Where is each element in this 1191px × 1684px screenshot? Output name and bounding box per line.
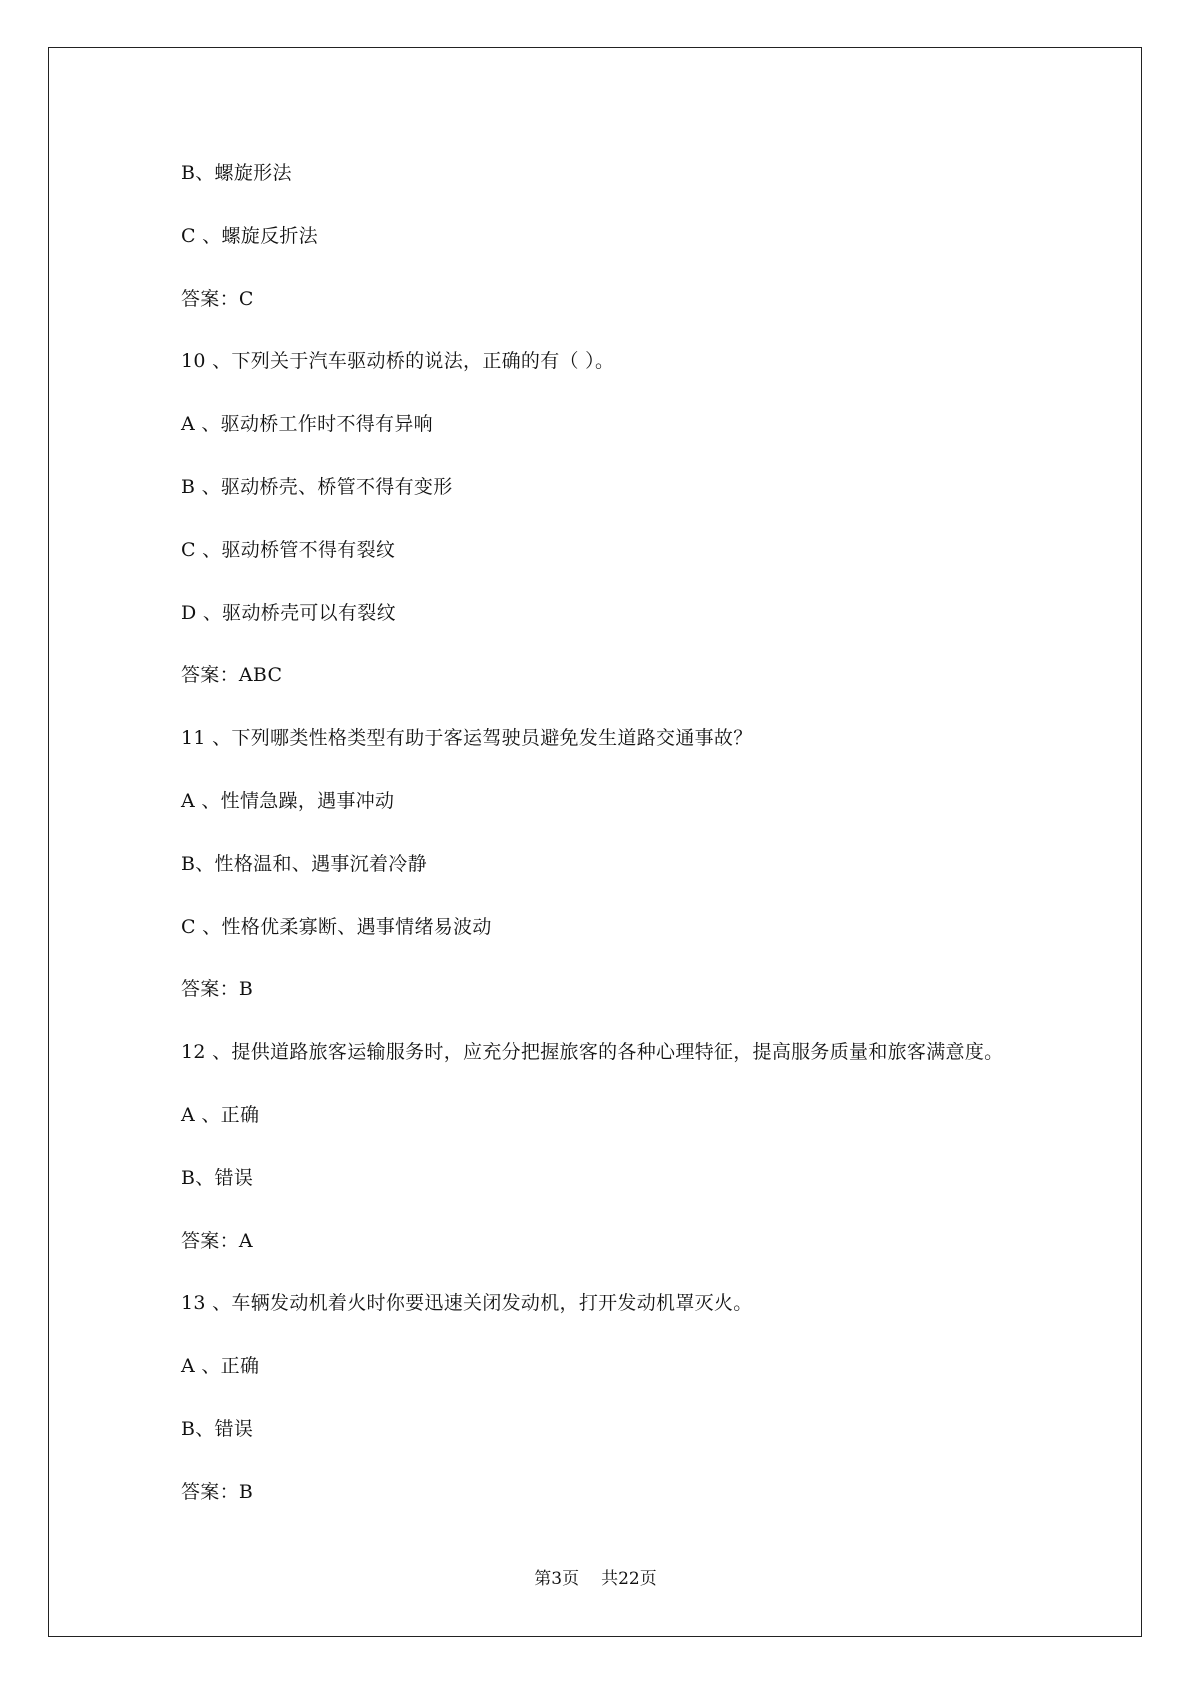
document-body [181,158,1081,1540]
answer-11: 答案：B [181,978,254,1001]
answer-10: 答案：ABC [181,664,283,687]
option-12-b: B、错误 [181,1166,254,1189]
answer-9: 答案：C [181,287,254,310]
question-11: 11 、下列哪类性格类型有助于客运驾驶员避免发生道路交通事故？ [181,727,753,750]
page-number: 第3页 [534,1569,580,1589]
option-11-b: B、性格温和、遇事沉着冷静 [181,852,427,875]
option-10-a: A 、驱动桥工作时不得有异响 [181,413,433,436]
option-10-b: B 、驱动桥壳、桥管不得有变形 [181,475,453,498]
option-11-c: C 、性格优柔寡断、遇事情绪易波动 [181,915,492,938]
question-10: 10 、下列关于汽车驱动桥的说法，正确的有（ ）。 [181,350,615,373]
option-11-a: A 、性情急躁，遇事冲动 [181,789,395,812]
question-13: 13 、车辆发动机着火时你要迅速关闭发动机，打开发动机罩灭火。 [181,1292,753,1315]
page-total: 共22页 [601,1569,657,1589]
answer-13: 答案：B [181,1480,254,1503]
option-10-d: D 、驱动桥壳可以有裂纹 [181,601,396,624]
question-12: 12 、提供道路旅客运输服务时，应充分把握旅客的各种心理特征，提高服务质量和旅客满意度。 [181,1041,1004,1064]
option-13-b: B、错误 [181,1417,254,1440]
option-9-b: B、螺旋形法 [181,162,292,184]
option-13-a: A 、正确 [181,1355,260,1378]
answer-12: 答案：A [181,1229,253,1252]
option-12-a: A 、正确 [181,1103,260,1126]
option-9-c: C 、螺旋反折法 [181,224,318,247]
page-footer [0,1568,1191,1590]
option-10-c: C 、驱动桥管不得有裂纹 [181,538,396,561]
